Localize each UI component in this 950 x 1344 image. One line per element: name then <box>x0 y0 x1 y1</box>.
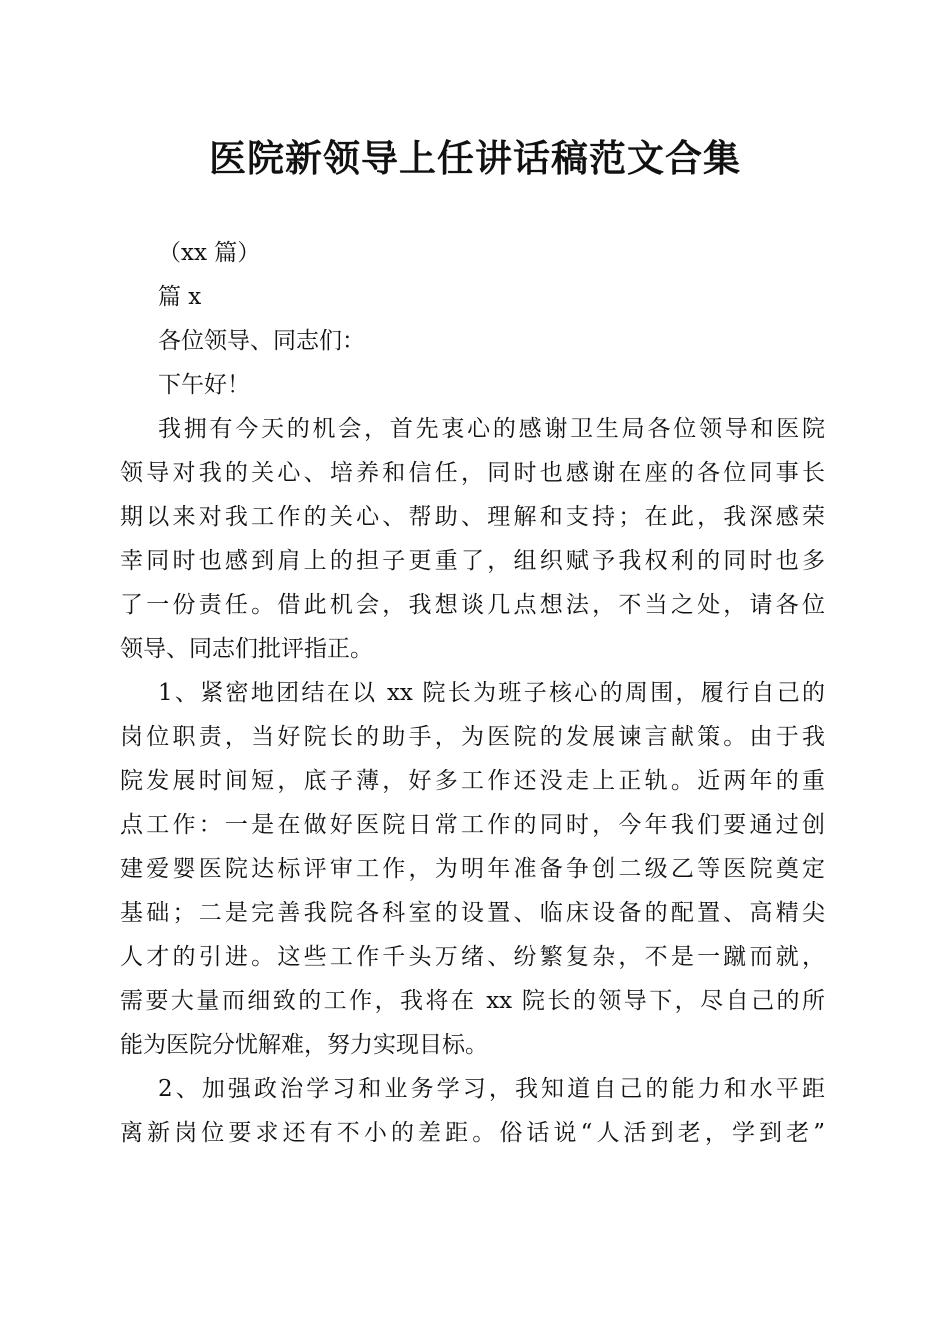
paragraph-line: 期以来对我工作的关心、帮助、理解和支持；在此，我深感荣 <box>120 504 825 530</box>
paragraph-line: 离新岗位要求还有不小的差距。俗话说“人活到老，学到老” <box>120 1120 825 1146</box>
paragraph-line: 篇 x <box>158 284 202 310</box>
paragraph-line: 能为医院分忧解难，努力实现目标。 <box>120 1032 488 1058</box>
document-body <box>120 231 825 1155</box>
paragraph-line: 我拥有今天的机会，首先衷心的感谢卫生局各位领导和医院 <box>158 416 825 442</box>
paragraph-line: 岗位职责，当好院长的助手，为医院的发展谏言献策。由于我 <box>120 724 825 750</box>
paragraph-line: 领导对我的关心、培养和信任，同时也感谢在座的各位同事长 <box>120 460 825 486</box>
paragraph-line: 领导、同志们批评指正。 <box>120 636 373 662</box>
paragraph-line: 2、加强政治学习和业务学习，我知道自己的能力和水平距 <box>158 1076 825 1102</box>
paragraph-line: 人才的引进。这些工作千头万绪、纷繁复杂，不是一蹴而就， <box>120 944 825 970</box>
paragraph-line: （xx 篇） <box>158 240 261 266</box>
paragraph-line: 院发展时间短，底子薄，好多工作还没走上正轨。近两年的重 <box>120 768 825 794</box>
paragraph-line: 1、紧密地团结在以 xx 院长为班子核心的周围，履行自己的 <box>158 680 825 706</box>
paragraph-line: 建爱婴医院达标评审工作，为明年准备争创二级乙等医院奠定 <box>120 856 825 882</box>
document-title: 医院新领导上任讲话稿范文合集 <box>209 136 741 180</box>
paragraph-line: 幸同时也感到肩上的担子更重了，组织赋予我权利的同时也多 <box>120 548 825 574</box>
paragraph-line: 下午好！ <box>158 372 250 398</box>
paragraph-line: 了一份责任。借此机会，我想谈几点想法，不当之处，请各位 <box>120 592 825 618</box>
paragraph-line: 基础；二是完善我院各科室的设置、临床设备的配置、高精尖 <box>120 900 825 926</box>
paragraph-line: 需要大量而细致的工作，我将在 xx 院长的领导下，尽自己的所 <box>120 988 825 1014</box>
paragraph-line: 各位领导、同志们： <box>158 328 365 354</box>
paragraph-line: 点工作：一是在做好医院日常工作的同时，今年我们要通过创 <box>120 812 825 838</box>
